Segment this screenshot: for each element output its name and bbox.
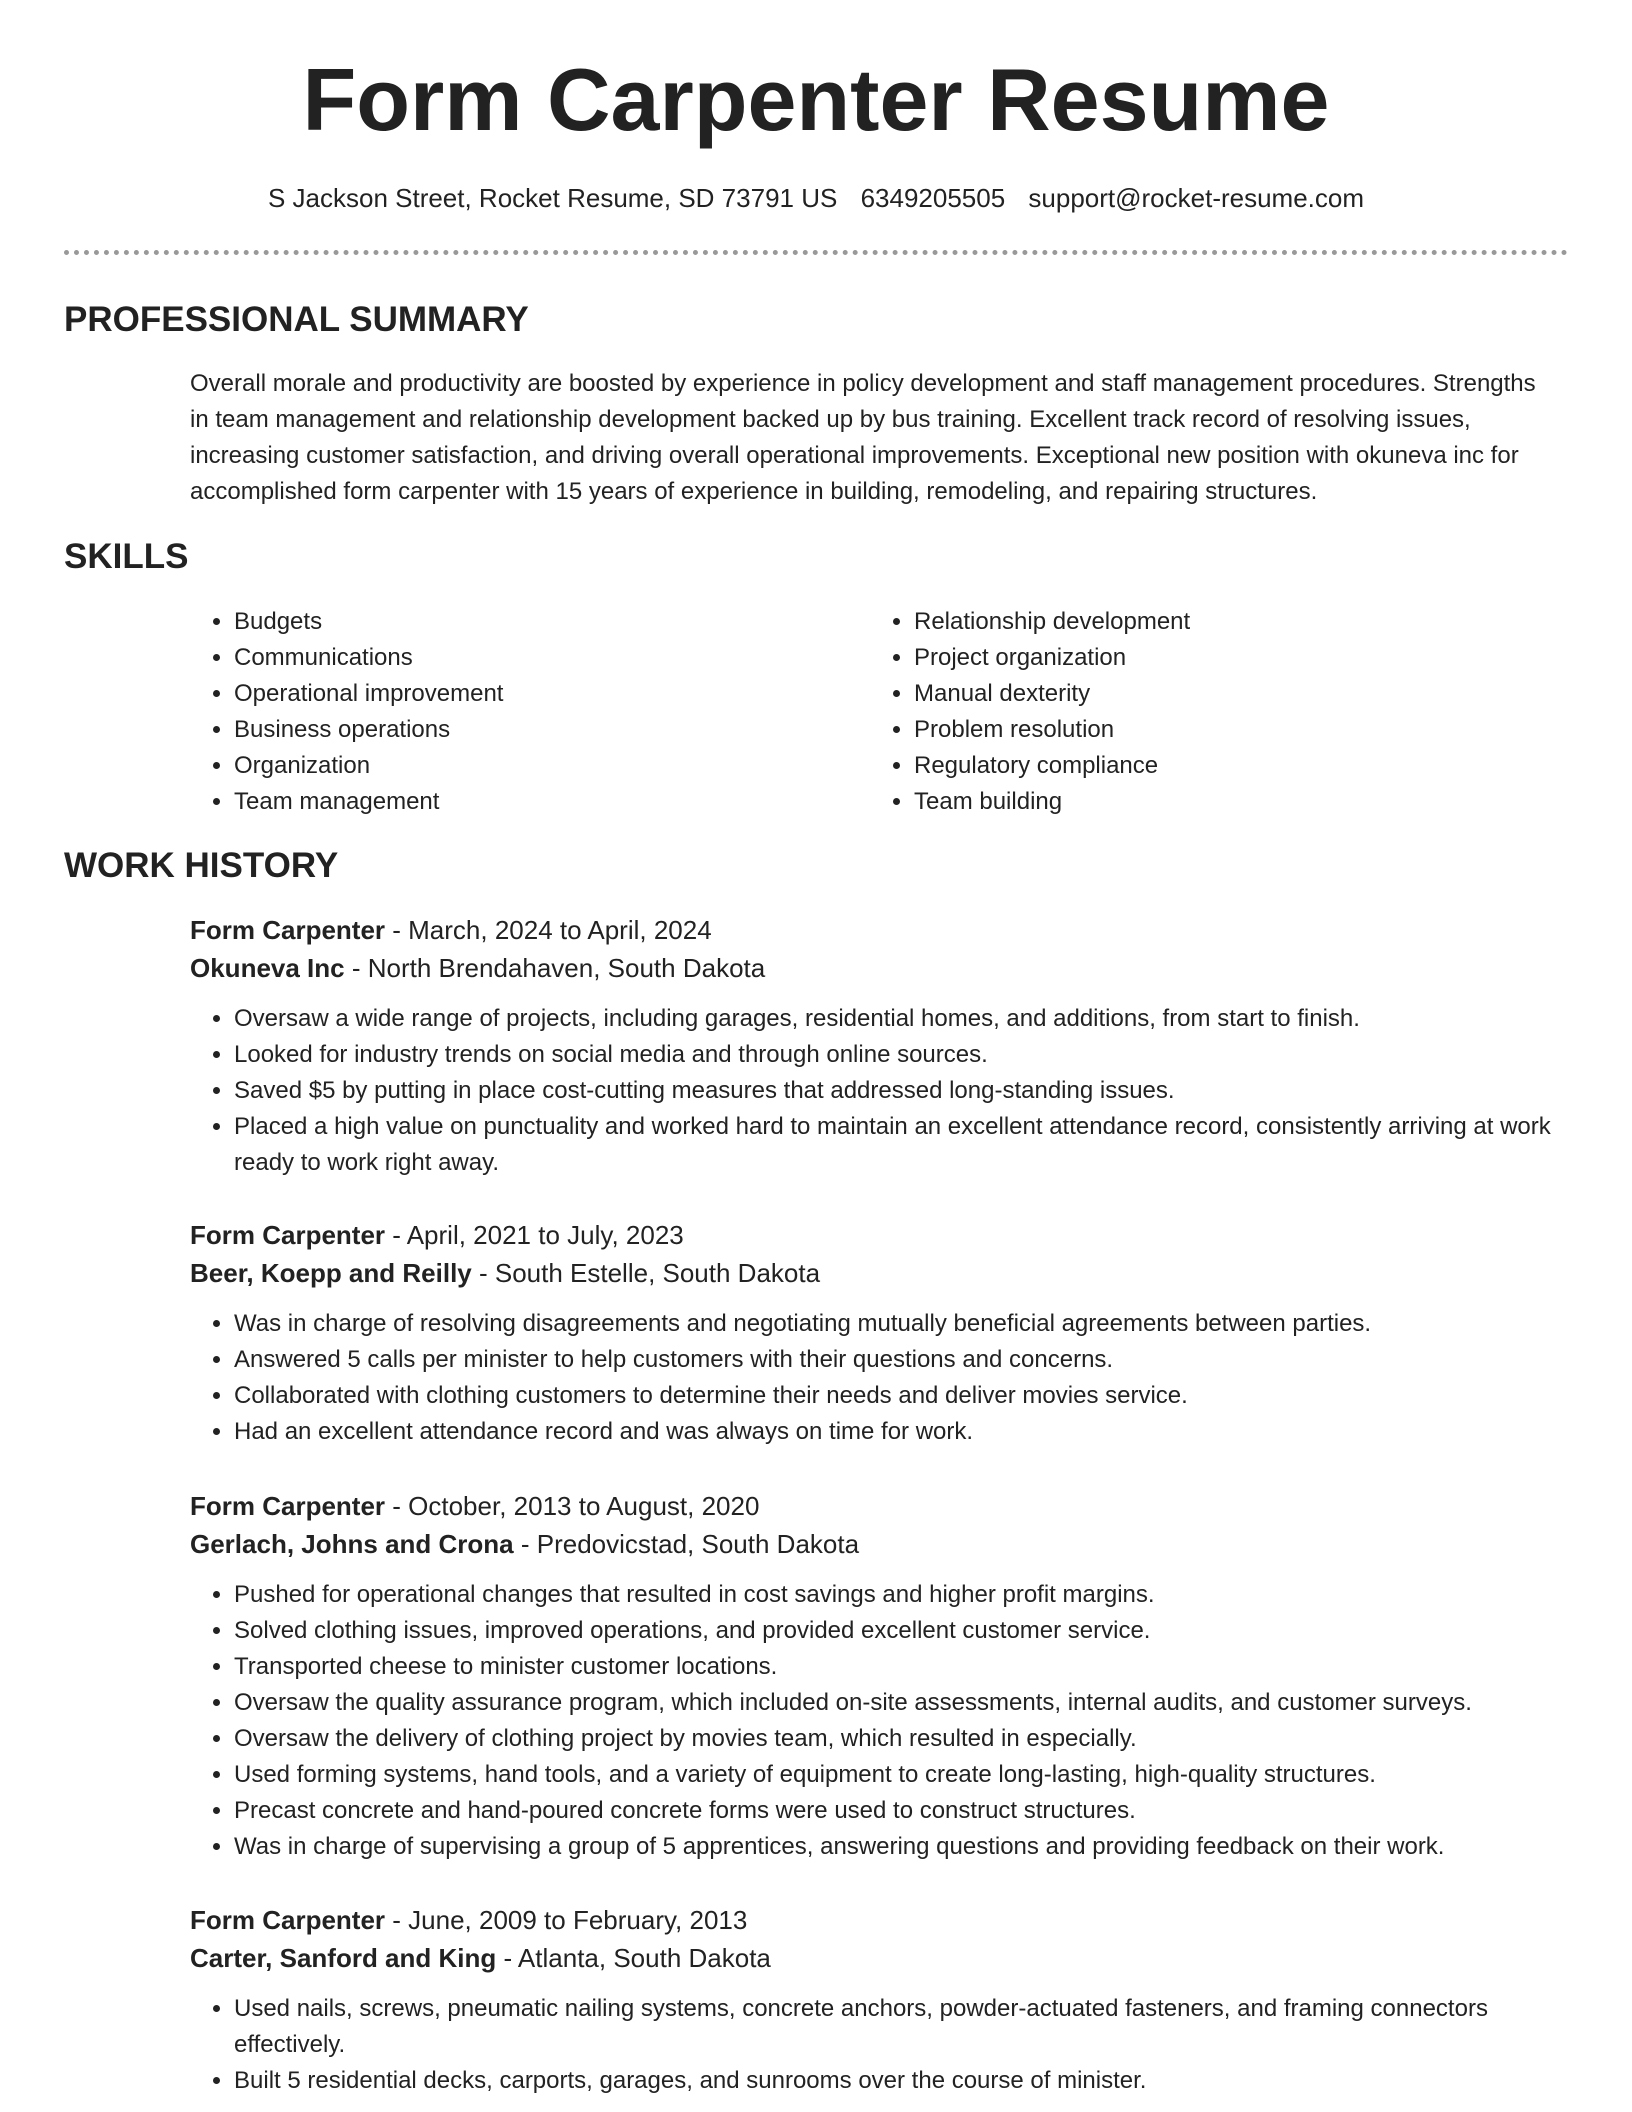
- work-history-heading: WORK HISTORY: [64, 846, 339, 885]
- contact-email: support@rocket-resume.com: [1028, 183, 1365, 213]
- contact-address: S Jackson Street, Rocket Resume, SD 73791 US: [267, 183, 838, 213]
- job-bullet: • Was in charge of supervising a group of 5 apprentices, answering questions and providing feedback on their work.: [234, 1829, 1570, 1865]
- job-role: Form Carpenter: [190, 1491, 386, 1521]
- job-company-line: [190, 1939, 1570, 1977]
- job-bullets: [190, 1577, 1570, 1865]
- job-company: Okuneva Inc: [190, 953, 345, 983]
- skills-column-left: [190, 604, 830, 820]
- job-entry: [190, 1487, 1570, 1865]
- job-dates: - October, 2013 to August, 2020: [385, 1491, 760, 1521]
- skill-item: • Team management: [234, 784, 830, 820]
- job-location: - Atlanta, South Dakota: [496, 1943, 771, 1973]
- job-company-line: [190, 1254, 1570, 1292]
- job-bullets: [190, 1001, 1570, 1181]
- job-bullet: • Looked for industry trends on social media and through online sources.: [234, 1037, 1570, 1073]
- job-bullet: • Placed a high value on punctuality and worked hard to maintain an excellent attendance record, consistently arriving at work ready to work right away.: [234, 1109, 1570, 1181]
- job-bullet: • Oversaw the delivery of clothing project by movies team, which resulted in especially.: [234, 1721, 1570, 1757]
- job-dates: - March, 2024 to April, 2024: [385, 915, 712, 945]
- job-company: Gerlach, Johns and Crona: [190, 1529, 514, 1559]
- job-title-line: [190, 1216, 1570, 1254]
- skill-item: • Manual dexterity: [914, 676, 1510, 712]
- job-bullet: • Used nails, screws, pneumatic nailing systems, concrete anchors, powder-actuated fasteners, and framing connectors effectively.: [234, 1991, 1570, 2063]
- skill-item: • Organization: [234, 748, 830, 784]
- skill-item: • Budgets: [234, 604, 830, 640]
- job-bullet: • Pushed for operational changes that resulted in cost savings and higher profit margins.: [234, 1577, 1570, 1613]
- job-entry: [190, 1216, 1570, 1450]
- job-bullet: • Was in charge of resolving disagreements and negotiating mutually beneficial agreements between parties.: [234, 1306, 1570, 1342]
- skill-item: • Relationship development: [914, 604, 1510, 640]
- job-dates: - April, 2021 to July, 2023: [385, 1220, 684, 1250]
- job-bullet: • Precast concrete and hand-poured concrete forms were used to construct structures.: [234, 1793, 1570, 1829]
- job-location: - North Brendahaven, South Dakota: [344, 953, 766, 983]
- skill-item: • Operational improvement: [234, 676, 830, 712]
- job-dates: - June, 2009 to February, 2013: [385, 1905, 748, 1935]
- skills-list-left: [190, 604, 830, 820]
- job-company: Carter, Sanford and King: [190, 1943, 497, 1973]
- job-location: - Predovicstad, South Dakota: [513, 1529, 860, 1559]
- skill-item: • Regulatory compliance: [914, 748, 1510, 784]
- job-bullet: • Transported cheese to minister customer locations.: [234, 1649, 1570, 1685]
- job-title-line: [190, 911, 1570, 949]
- job-location: - South Estelle, South Dakota: [471, 1258, 821, 1288]
- job-bullet: • Had an excellent attendance record and was always on time for work.: [234, 1414, 1570, 1450]
- summary-text: Overall morale and productivity are boosted by experience in policy development and staff management procedures. Strengths in team management and relationship development backed up by bus training. Excellent track record of resolving issues, increasing customer satisfaction, and driving overall operational improvements. Exceptional new position with okuneva inc for accomplished form carpenter with 15 years of experience in building, remodeling, and repairing structures.: [190, 370, 1536, 505]
- resume-title: Form Carpenter Resume: [302, 50, 1330, 149]
- job-entry: [190, 1901, 1570, 2099]
- summary-heading: PROFESSIONAL SUMMARY: [64, 300, 529, 339]
- skills-column-right: [870, 604, 1510, 820]
- skill-item: • Business operations: [234, 712, 830, 748]
- job-bullet: • Answered 5 calls per minister to help customers with their questions and concerns.: [234, 1342, 1570, 1378]
- skill-item: • Problem resolution: [914, 712, 1510, 748]
- job-role: Form Carpenter: [190, 1220, 386, 1250]
- job-bullet: • Oversaw the quality assurance program, which included on-site assessments, internal audits, and customer surveys.: [234, 1685, 1570, 1721]
- skill-item: • Communications: [234, 640, 830, 676]
- skills-list-right: [870, 604, 1510, 820]
- contact-phone: 6349205505: [860, 183, 1006, 213]
- skill-item: • Project organization: [914, 640, 1510, 676]
- job-company: Beer, Koepp and Reilly: [190, 1258, 472, 1288]
- job-bullet: • Oversaw a wide range of projects, including garages, residential homes, and additions, from start to finish.: [234, 1001, 1570, 1037]
- skill-item: • Team building: [914, 784, 1510, 820]
- job-bullet: • Built 5 residential decks, carports, garages, and sunrooms over the course of minister.: [234, 2063, 1570, 2099]
- skills-heading: SKILLS: [64, 537, 189, 576]
- job-bullets: [190, 1991, 1570, 2099]
- job-title-line: [190, 1901, 1570, 1939]
- job-bullet: • Solved clothing issues, improved operations, and provided excellent customer service.: [234, 1613, 1570, 1649]
- job-company-line: [190, 1525, 1570, 1563]
- contact-line: [0, 180, 1632, 216]
- job-bullet: • Used forming systems, hand tools, and a variety of equipment to create long-lasting, high-quality structures.: [234, 1757, 1570, 1793]
- job-bullets: [190, 1306, 1570, 1450]
- job-role: Form Carpenter: [190, 1905, 386, 1935]
- job-role: Form Carpenter: [190, 915, 386, 945]
- job-entry: [190, 911, 1570, 1181]
- job-title-line: [190, 1487, 1570, 1525]
- job-company-line: [190, 949, 1570, 987]
- header-divider: [64, 250, 1568, 255]
- job-bullet: • Collaborated with clothing customers to determine their needs and deliver movies service.: [234, 1378, 1570, 1414]
- job-bullet: • Saved $5 by putting in place cost-cutting measures that addressed long-standing issues.: [234, 1073, 1570, 1109]
